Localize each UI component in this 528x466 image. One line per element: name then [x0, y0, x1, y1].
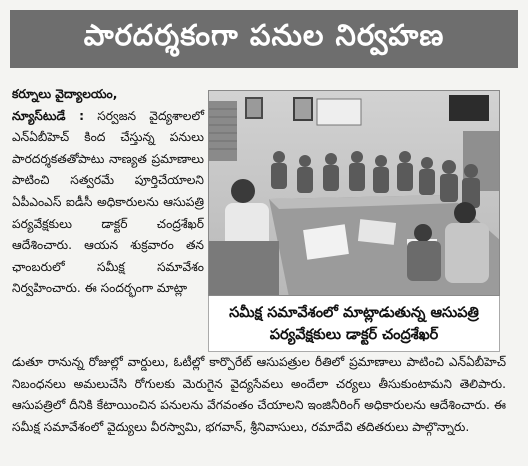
photo-caption [208, 296, 500, 352]
caption-line-2: పర్యవేక్షకులు డాక్టర్ చంద్రశేఖర్ [269, 326, 439, 343]
article-body-column: సర్వజన వైద్యశాలలో ఎన్‌ఏబీహెచ్ కింద చేస్తున్న పనులు పారదర్శకతతోపాటు నాణ్యత ప్రమాణాలు పాటించి సత్వరమే పూర్తిచేయాలని ఏపీఎంఎస్ ఐడీసీ అధికారులను ఆసుపత్రి పర్యవేక్షకులు డాక్టర్ చంద్రశేఖర్ ఆదేశించారు. ఆయన శుక్రవారం తన ఛాంబరులో సమీక్ష సమావేశం నిర్వహించారు. ఈ సందర్భంగా మాట్లా [12, 108, 204, 296]
meeting-photo-image [209, 91, 500, 296]
headline: పారదర్శకంగా పనుల నిర్వహణ [83, 18, 445, 52]
dateline-source: న్యూస్‌టుడే : [12, 108, 84, 123]
meeting-photo [208, 90, 500, 296]
article-body-full: డుతూ రానున్న రోజుల్లో వార్డులు, ఓటీల్లో కార్పొరేట్ ఆసుపత్రుల రీతిలో ప్రమాణాలు పాటించి ఎన్‌ఏబీహెచ్ నిబంధనలు అమలుచేసి రోగులకు మెరుగైన వైద్యసేవలు అందేలా చర్యలు తీసుకుంటామని తెలిపారు. ఆసుపత్రిలో దీనికి కేటాయించిన పనులను వేగవంతం చేయాలని ఇంజినీరింగ్ అధికారులను ఆదేశించారు. ఈ సమీక్ష సమావేశంలో వైద్యులు వీరస్వామి, భగవాన్, శ్రీనివాసులు, రమాదేవి తదితరులు పాల్గొన్నారు. [12, 355, 506, 434]
caption-line-1: సమీక్ష సమావేశంలో మాట్లాడుతున్న ఆసుపత్రి [229, 304, 479, 321]
headline-banner [10, 10, 518, 68]
dateline-place: కర్నూలు వైద్యాలయం, [12, 87, 118, 101]
article-column-left [12, 84, 204, 300]
